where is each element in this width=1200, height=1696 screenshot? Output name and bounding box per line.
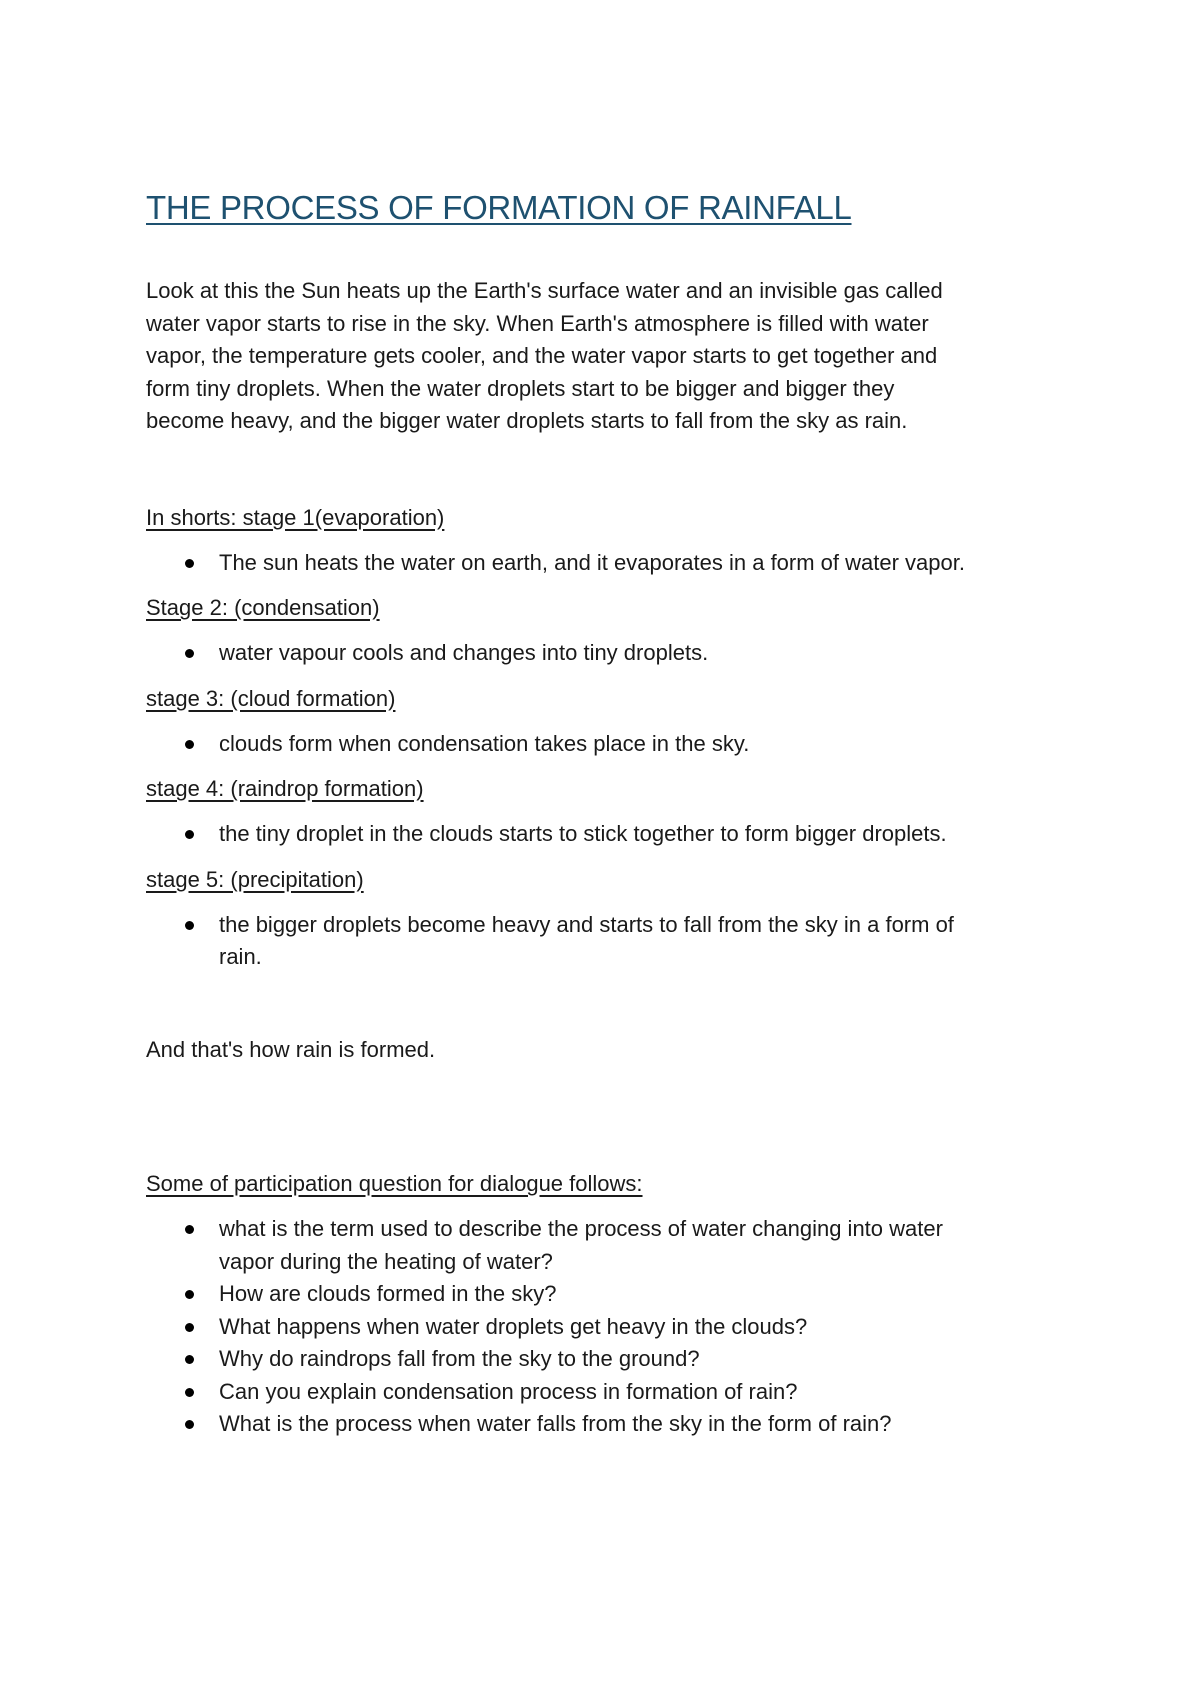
list-item xyxy=(146,547,1066,580)
stage-2-text: water vapour cools and changes into tiny droplets. xyxy=(219,640,709,665)
stage-5-text-line: rain. xyxy=(219,944,262,969)
bullet-icon xyxy=(185,1225,194,1234)
document-title: THE PROCESS OF FORMATION OF RAINFALL xyxy=(146,189,852,226)
intro-paragraph xyxy=(146,275,1066,438)
bullet-icon xyxy=(185,1290,194,1299)
intro-line: form tiny droplets. When the water droplets start to be bigger and bigger they xyxy=(146,375,895,401)
stage-4-section xyxy=(146,774,1066,851)
question-text-line: What is the process when water falls from the sky in the form of rain? xyxy=(219,1411,892,1436)
stage-4-text: the tiny droplet in the clouds starts to stick together to form bigger droplets. xyxy=(219,821,947,846)
bullet-icon xyxy=(185,1355,194,1364)
list-item xyxy=(146,1343,1066,1376)
intro-line: Look at this the Sun heats up the Earth's surface water and an invisible gas called xyxy=(146,278,943,303)
stage-3-heading: stage 3: (cloud formation) xyxy=(146,685,396,711)
stage-5-text-line: the bigger droplets become heavy and starts to fall from the sky in a form of xyxy=(219,911,954,937)
stage-1-heading: In shorts: stage 1(evaporation) xyxy=(146,504,445,530)
stage-3-text: clouds form when condensation takes place in the sky. xyxy=(219,730,750,756)
stage-1-section xyxy=(146,503,1066,580)
stage-2-heading: Stage 2: (condensation) xyxy=(146,595,380,620)
stage-1-text: The sun heats the water on earth, and it evaporates in a form of water vapor. xyxy=(219,549,965,575)
question-text-line: What happens when water droplets get heavy in the clouds? xyxy=(219,1313,808,1339)
list-item xyxy=(146,1376,1066,1409)
stage-3-section xyxy=(146,684,1066,761)
list-item xyxy=(146,909,1066,974)
bullet-icon xyxy=(185,830,194,839)
list-item xyxy=(146,728,1066,761)
list-item xyxy=(146,1278,1066,1311)
question-text-line: vapor during the heating of water? xyxy=(219,1248,553,1274)
list-item xyxy=(146,1311,1066,1344)
stage-5-heading: stage 5: (precipitation) xyxy=(146,866,364,892)
stage-2-section xyxy=(146,593,1066,670)
stage-4-heading: stage 4: (raindrop formation) xyxy=(146,776,424,801)
bullet-icon xyxy=(185,1420,194,1429)
questions-list xyxy=(146,1213,1066,1441)
stage-1-list xyxy=(146,547,1066,580)
list-item xyxy=(146,1213,1066,1278)
list-item xyxy=(146,637,1066,670)
stage-4-list xyxy=(146,818,1066,851)
list-item xyxy=(146,1408,1066,1441)
document-page xyxy=(146,186,1066,1441)
intro-line: become heavy, and the bigger water droplets starts to fall from the sky as rain. xyxy=(146,408,908,433)
bullet-icon xyxy=(185,1323,194,1332)
bullet-icon xyxy=(185,649,194,658)
list-item xyxy=(146,818,1066,851)
intro-line: water vapor starts to rise in the sky. When Earth's atmosphere is filled with water xyxy=(146,310,929,336)
question-text-line: Why do raindrops fall from the sky to the ground? xyxy=(219,1346,700,1371)
stage-5-section xyxy=(146,865,1066,974)
question-text-line: How are clouds formed in the sky? xyxy=(219,1281,557,1306)
intro-line: vapor, the temperature gets cooler, and the water vapor starts to get together and xyxy=(146,343,938,368)
bullet-icon xyxy=(185,921,194,930)
stage-3-list xyxy=(146,728,1066,761)
questions-heading: Some of participation question for dialogue follows: xyxy=(146,1171,643,1196)
bullet-icon xyxy=(185,1388,194,1397)
stage-5-list xyxy=(146,909,1066,974)
conclusion-text: And that's how rain is formed. xyxy=(146,1036,436,1062)
bullet-icon xyxy=(185,740,194,749)
question-text-line: what is the term used to describe the process of water changing into water xyxy=(219,1216,943,1241)
question-text-line: Can you explain condensation process in formation of rain? xyxy=(219,1378,798,1404)
stage-2-list xyxy=(146,637,1066,670)
bullet-icon xyxy=(185,559,194,568)
